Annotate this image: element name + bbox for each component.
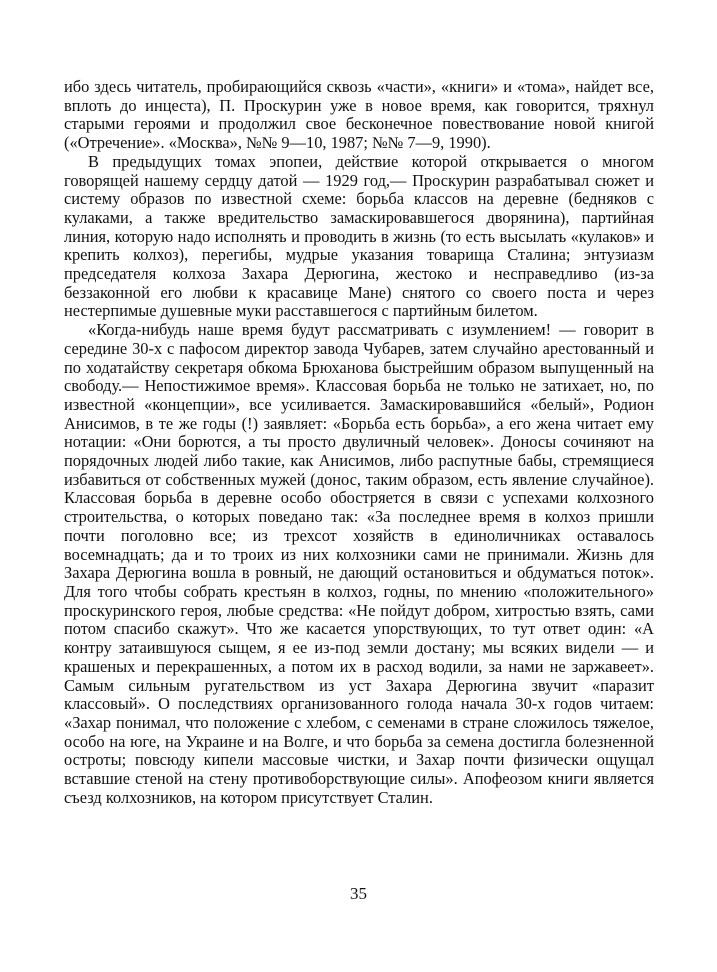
- paragraph-previous-volumes: В предыдущих томах эпопеи, действие которой открывается о многом говорящей нашему сердцу датой — 1929 год,— Проскурин разрабатывал сюжет и систему образов по известной схеме: борьба классов на деревне (бедняков с кулаками, а также вредительство замаскировавшегося дворянина), партийная линия, которую надо исполнять и проводить в жизнь (то есть высылать «кулаков» и крепить колхоз), перегибы, мудрые указания товарища Сталина; энтузиазм председателя колхоза Захара Дерюгина, жестоко и несправедливо (из-за беззаконной его любви к красавице Мане) снятого со своего поста и через нестерпимые душевные муки расставшегося с партийным билетом.: [64, 151, 654, 321]
- page-number: 35: [350, 884, 367, 903]
- paragraph-continuation: ибо здесь читатель, пробирающийся сквозь «части», «книги» и «тома», найдет все, вплоть до инцеста), П. Проскурин уже в новое время, как говорится, тряхнул старыми героями и продолжил свое бесконечное повествование новой книгой («Отречение». «Москва», №№ 9—10, 1987; №№ 7—9, 1990).: [64, 77, 654, 153]
- page-body: [64, 78, 654, 807]
- paragraph-class-struggle: «Когда-нибудь наше время будут рассматривать с изумлением! — говорит в середине 30-х с пафосом директор завода Чубарев, затем случайно арестованный и по ходатайству секретаря обкома Брюханова быстрейшим образом выпущенный на свободу.— Непостижимое время». Классовая борьба не только не затихает, но, по известной «концепции», все усиливается. Замаскировавшийся «белый», Родион Анисимов, в те же годы (!) заявляет: «Борьба есть борьба», а его жена читает ему нотации: «Они борются, а ты просто двуличный человек». Доносы сочиняют на порядочных людей либо такие, как Анисимов, либо распутные бабы, стремящиеся избавиться от собственных мужей (донос, таким образом, есть явление случайное). Классовая борьба в деревне особо обостряется в связи с успехами колхозного строительства, о которых поведано так: «За последнее время в колхоз пришли почти поголовно все; из трехсот хозяйств в единоличниках оставалось восемнадцать; да и то троих из них колхозники сами не принимали. Жизнь для Захара Дерюгина вошла в ровный, не дающий остановиться и обдуматься поток». Для того чтобы собрать крестьян в колхоз, годны, по мнению «положительного» проскуринского героя, любые средства: «Не пойдут добром, хитростью взять, сами потом спасибо скажут». Что же касается упорствующих, то тут ответ один: «А контру затаившуюся сыщем, я ее из-под земли достану; мы всяких видели — и крашеных и перекрашенных, а потом их в расход водили, за нами не заржавеет». Самым сильным ругательством из уст Захара Дерюгина звучит «паразит классовый». О последствиях организованного голода начала 30-х годов читаем: «Захар понимал, что положение с хлебом, с семенами в стране сложилось тяжелое, особо на юге, на Украине и на Волге, и что борьба за семена достигла болезненной остроты; повсюду кипели массовые чистки, и Захар почти физически ощущал вставшие стеной на стену противоборствующие силы». Апофеозом книги является съезд колхозников, на котором присутствует Сталин.: [64, 320, 654, 807]
